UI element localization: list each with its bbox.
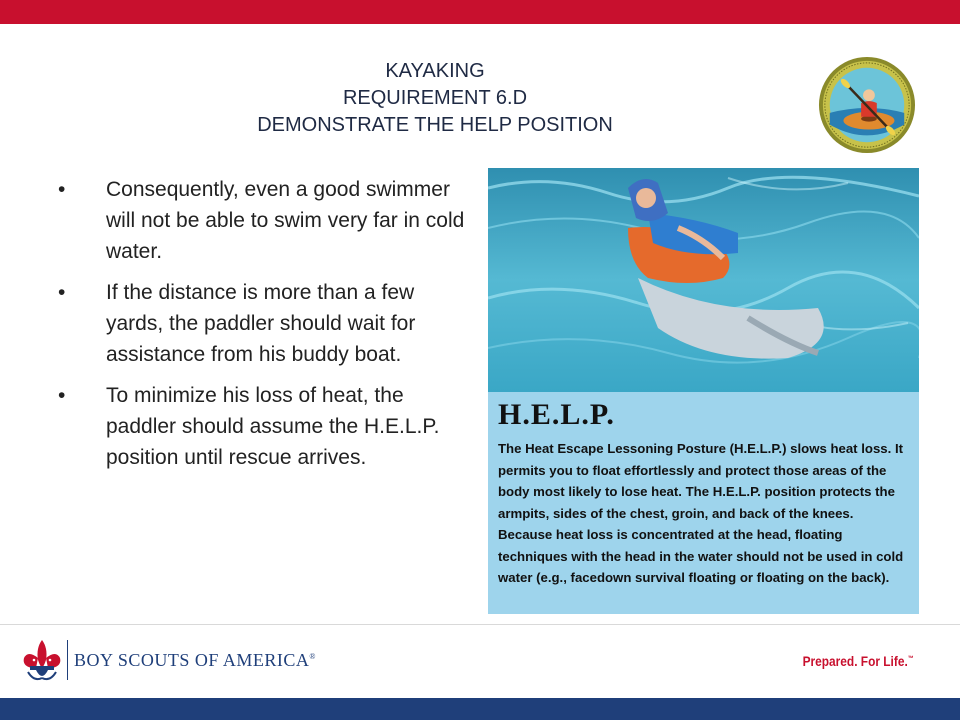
bsa-wordmark	[74, 650, 316, 671]
bullet-list	[56, 174, 466, 483]
list-item	[56, 277, 466, 370]
bottom-blue-bar	[0, 698, 960, 720]
tagline-text: Prepared. For Life.	[802, 653, 909, 669]
bsa-name-text: BOY SCOUTS OF AMERICA	[74, 650, 310, 670]
bullet-dot: •	[58, 281, 66, 304]
logo-separator	[67, 640, 68, 680]
list-item	[56, 380, 466, 473]
bullet-text: Consequently, even a good swimmer will not be able to swim very far in cold water.	[106, 178, 465, 263]
footer-divider	[0, 624, 960, 625]
tagline	[803, 653, 914, 669]
help-position-photo	[488, 168, 919, 392]
registered-mark: ®	[309, 652, 316, 661]
slide-title	[180, 58, 690, 139]
title-line-1: KAYAKING	[385, 60, 485, 82]
trademark-mark: ™	[908, 655, 914, 663]
help-info-panel	[488, 392, 919, 614]
list-item	[56, 174, 466, 267]
bsa-fleur-de-lis-logo	[20, 638, 64, 684]
kayaking-merit-badge	[818, 56, 916, 154]
bullet-text: To minimize his loss of heat, the paddler should assume the H.E.L.P. position until rescue arrives.	[106, 384, 440, 469]
bullet-dot: •	[58, 384, 66, 407]
bullet-dot: •	[58, 178, 66, 201]
title-line-3: DEMONSTRATE THE HELP POSITION	[257, 114, 613, 136]
help-description: The Heat Escape Lessoning Posture (H.E.L.P.) slows heat loss. It permits you to float effortlessly and protect those areas of the body most likely to lose heat. The H.E.L.P. position protects the armpits, sides of the chest, groin, and back of the knees. Because heat loss is concentrated at the head, floating techniques with the head in the water should not be used in cold water (e.g., facedown survival floating or floating on the back).	[498, 441, 904, 585]
title-line-2: REQUIREMENT 6.D	[342, 87, 528, 109]
top-red-bar	[0, 0, 960, 24]
bullet-text: If the distance is more than a few yards, the paddler should wait for assistance from his buddy boat.	[106, 281, 416, 366]
help-heading: H.E.L.P.	[498, 398, 615, 431]
